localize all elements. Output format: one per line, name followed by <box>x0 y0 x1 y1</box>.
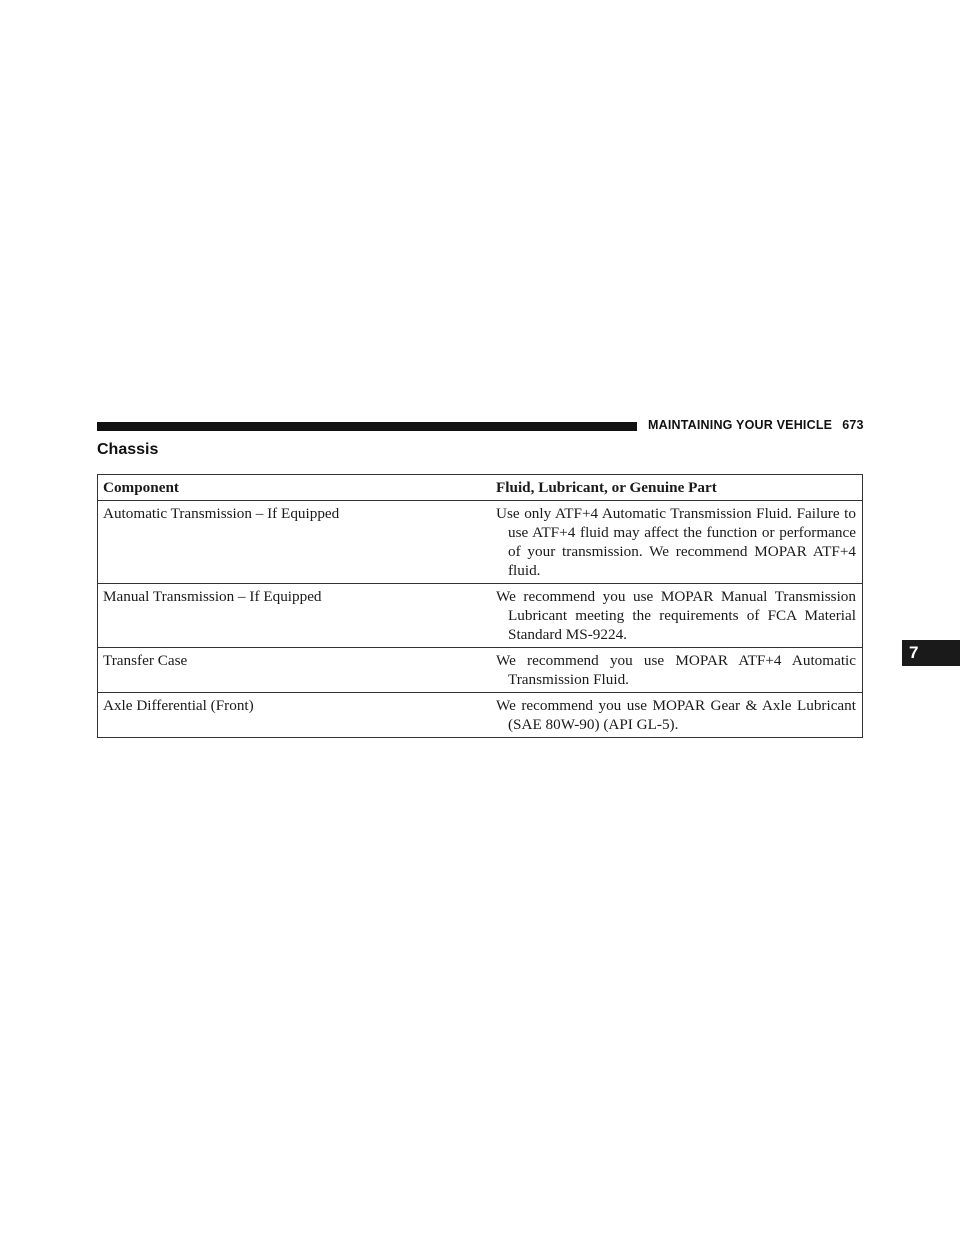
running-header <box>648 418 864 432</box>
fluid-cell <box>491 693 863 738</box>
fluid-text: We recommend you use MOPAR Manual Transmission Lubricant meeting the requirements of FCA Material Standard MS-9224. <box>496 588 856 643</box>
fluid-cell <box>491 501 863 584</box>
fluid-text: We recommend you use MOPAR ATF+4 Automatic Transmission Fluid. <box>496 652 856 688</box>
page-number: 673 <box>842 418 864 432</box>
fluid-cell <box>491 648 863 693</box>
component-cell: Manual Transmission – If Equipped <box>98 584 492 648</box>
column-header-fluid: Fluid, Lubricant, or Genuine Part <box>491 475 863 501</box>
table-row <box>98 693 863 738</box>
table-row <box>98 648 863 693</box>
component-cell: Transfer Case <box>98 648 492 693</box>
fluid-text: We recommend you use MOPAR Gear & Axle Lubricant (SAE 80W-90) (API GL-5). <box>496 697 856 733</box>
component-cell: Automatic Transmission – If Equipped <box>98 501 492 584</box>
fluid-cell <box>491 584 863 648</box>
component-cell: Axle Differential (Front) <box>98 693 492 738</box>
column-header-component: Component <box>98 475 492 501</box>
chapter-tab: 7 <box>902 640 960 666</box>
table-row <box>98 584 863 648</box>
section-title: Chassis <box>97 441 159 458</box>
header-rule <box>97 422 637 431</box>
table-header-row <box>98 475 863 501</box>
header-section-label: MAINTAINING YOUR VEHICLE <box>648 418 833 432</box>
table-row <box>98 501 863 584</box>
fluid-text: Use only ATF+4 Automatic Transmission Fluid. Failure to use ATF+4 fluid may affect the function or performance of your transmission. We recommend MOPAR ATF+4 fluid. <box>496 505 856 579</box>
fluids-table <box>97 474 863 738</box>
